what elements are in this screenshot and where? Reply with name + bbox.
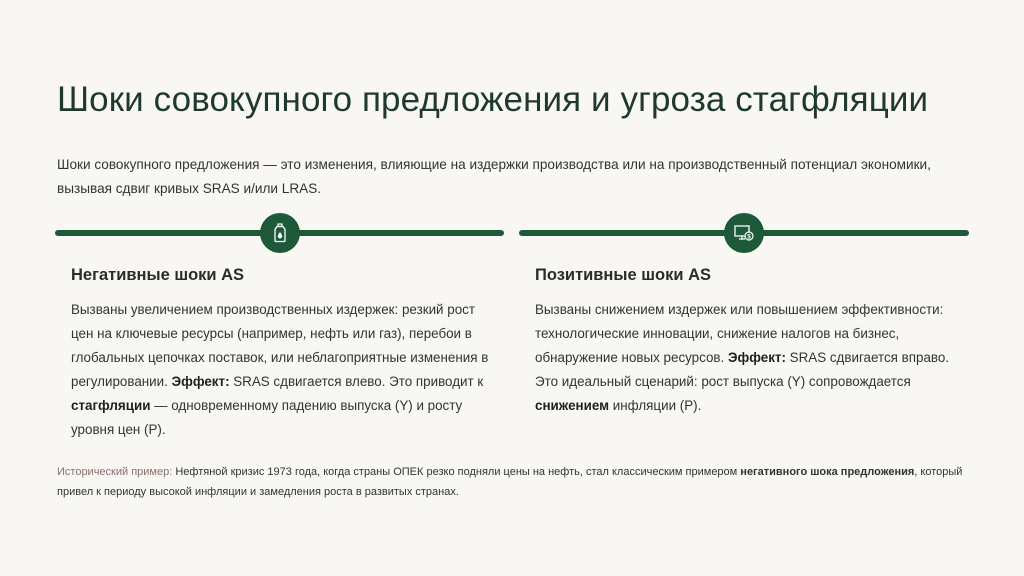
- intro-text: Шоки совокупного предложения — это изменения, влияющие на издержки производства или на производственный потенциал экономики, вызывая сдвиг кривых SRAS и/или LRAS.: [57, 157, 931, 196]
- footnote-lead: Исторический пример:: [57, 466, 173, 478]
- effect-label: Эффект:: [171, 374, 230, 389]
- positive-shocks-text: Вызваны снижением издержек или повышением эффективности: технологические инновации, снижение налогов на бизнес, обнаружение новых ресурсов. Эффект: SRAS сдвигается вправо. Это идеальный сценарий: рост выпуска (Y) сопровождается снижением инфляции (P).: [535, 302, 950, 413]
- positive-shocks-title: Позитивные шоки AS: [535, 266, 711, 284]
- monitor-dollar-icon: [734, 224, 754, 242]
- footnote-emphasis: негативного шока предложения: [740, 466, 915, 478]
- emphasis-term: стагфляции: [71, 398, 151, 413]
- negative-shocks-text: Вызваны увеличением производственных издержек: резкий рост цен на ключевые ресурсы (например, нефть или газ), перебои в глобальных цепочках поставок, или неблагоприятные изменения в регулировании. Эффект: SRAS сдвигается влево. Это приводит к стагфляции — одновременному падению выпуска (Y) и росту уровня цен (P).: [71, 302, 489, 437]
- positive-shock-badge: [724, 213, 764, 253]
- oil-bottle-icon: [271, 223, 289, 243]
- svg-text:$: $: [747, 233, 751, 241]
- negative-shock-badge: [260, 213, 300, 253]
- effect-label: Эффект:: [727, 350, 786, 365]
- negative-shocks-title: Негативные шоки AS: [71, 266, 245, 284]
- emphasis-term: снижением: [535, 398, 610, 413]
- historical-example-note: Исторический пример: Нефтяной кризис 1973 года, когда страны ОПЕК резко подняли цены на нефть, стал классическим примером негативного шока предложения, который привел к периоду высокой инфляции и замедления роста в развитых странах.: [57, 466, 963, 498]
- page-title: Шоки совокупного предложения и угроза стагфляции: [57, 80, 929, 119]
